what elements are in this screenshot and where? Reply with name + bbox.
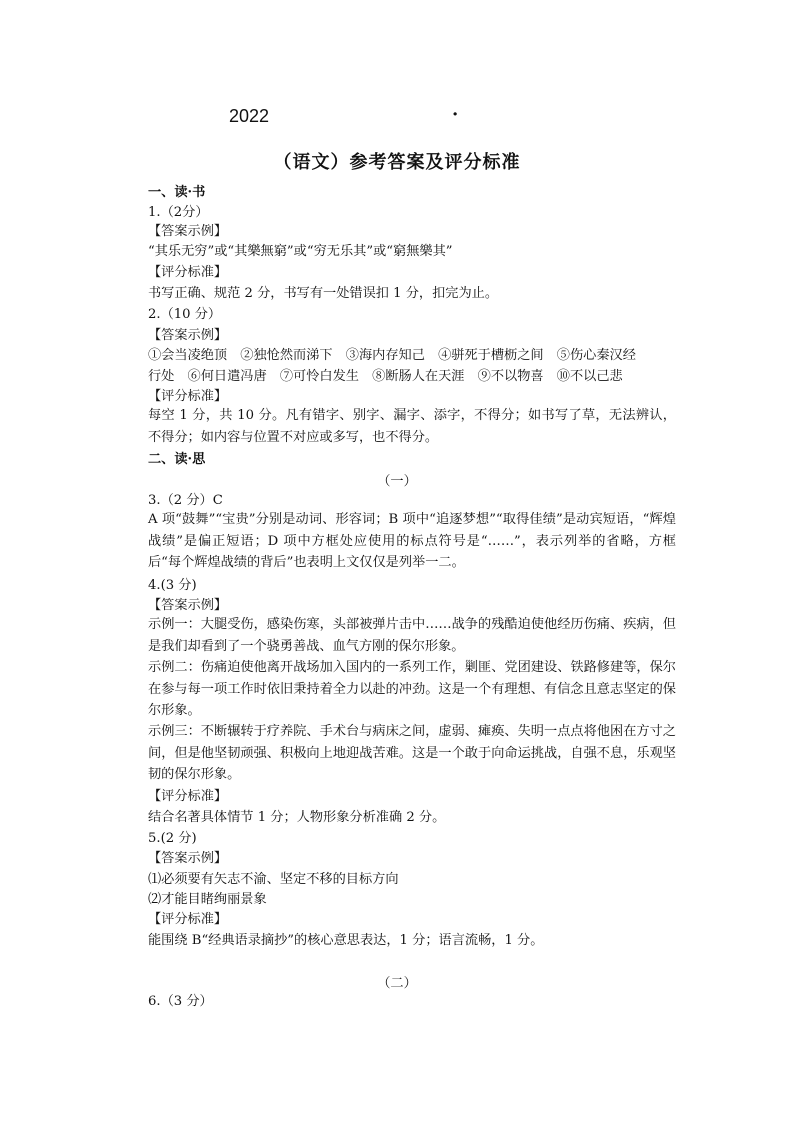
scoring-label: 【评分标准】: [148, 789, 228, 804]
q5-answer-1: ⑴必须要有矢志不渝、坚定不移的目标方向: [148, 872, 399, 887]
part-one-marker: （一）: [377, 474, 417, 489]
q4-example-1: 示例一：大腿受伤，感染伤寒，头部被弹片击中……战争的残酷迫使他经历伤痛、疾病，但是我们却看到了一个骁勇善战、血气方刚的保尔形象。: [148, 617, 676, 654]
q1-answer: “其乐无穷”或“其樂無窮”或“穷无乐其”或“窮無樂其”: [148, 244, 453, 259]
q5-scoring: 能围绕 B“经典语录摘抄”的核心意思表达，1 分；语言流畅，1 分。: [148, 933, 544, 948]
header-dot: ·: [452, 104, 459, 125]
q4-example-3: 示例三：不断辗转于疗养院、手术台与病床之间，虚弱、瘫痪、失明一点点将他困在方寸之间，但是他坚韧顽强、积极向上地迎战苦难。这是一个敢于向命运挑战，自强不息，乐观坚韧的保尔形象。: [148, 724, 676, 783]
section-title-read-book: 一、读·书: [148, 185, 206, 200]
q5-heading: 5.(2 分): [148, 831, 197, 846]
header-year: 2022: [229, 106, 270, 126]
answer-example-label: 【答案示例】: [148, 598, 228, 613]
q4-example-2: 示例二：伤痛迫使他离开战场加入国内的一系列工作，剿匪、党团建设、铁路修建等，保尔在参与每一项工作时依旧秉持着全力以赴的冲劲。这是一个有理想、有信念且意志坚定的保尔形象。: [148, 660, 676, 719]
q5-answer-2: ⑵才能目睹绚丽景象: [148, 892, 267, 907]
q2-answers-line2: 行处 ⑥何日遣冯唐 ⑦可怜白发生 ⑧断肠人在天涯 ⑨不以物喜 ⑩不以己悲: [148, 369, 623, 384]
q2-answers-line1: ①会当凌绝顶 ②独怆然而涕下 ③海内存知己 ④骈死于槽枥之间 ⑤伤心秦汉经: [148, 348, 636, 363]
answer-example-label: 【答案示例】: [148, 328, 228, 343]
q1-scoring: 书写正确、规范 2 分，书写有一处错误扣 1 分，扣完为止。: [148, 286, 499, 301]
scoring-label: 【评分标准】: [148, 389, 228, 404]
q1-heading: 1.（2分）: [148, 205, 209, 220]
q3-heading: 3.（2 分）C: [148, 493, 223, 508]
q6-heading: 6.（3 分）: [148, 994, 213, 1009]
part-two-marker: （二）: [377, 976, 417, 991]
answer-example-label: 【答案示例】: [148, 224, 228, 239]
section-title-read-think: 二、读·思: [148, 452, 206, 467]
q2-scoring: 每空 1 分，共 10 分。凡有错字、别字、漏字、添字，不得分；如书写了草，无法辨认，不得分；如内容与位置不对应或多写，也不得分。: [148, 408, 676, 445]
q2-heading: 2.（10 分）: [148, 307, 222, 322]
q3-explanation: A 项“鼓舞”“宝贵”分别是动词、形容词；B 项中“追逐梦想”“取得佳绩”是动宾短语，“辉煌战绩”是偏正短语；D 项中方框处应使用的标点符号是“……”，表示列举的省略，方框后“每个辉煌战绩的背后”也表明上文仅仅是列举一二。: [148, 512, 676, 571]
scoring-label: 【评分标准】: [148, 912, 228, 927]
scoring-label: 【评分标准】: [148, 265, 228, 280]
q4-heading: 4.(3 分): [148, 578, 197, 593]
answer-example-label: 【答案示例】: [148, 851, 228, 866]
q4-scoring: 结合名著具体情节 1 分；人物形象分析准确 2 分。: [148, 810, 446, 825]
page-title: （语文）参考答案及评分标准: [273, 152, 521, 173]
